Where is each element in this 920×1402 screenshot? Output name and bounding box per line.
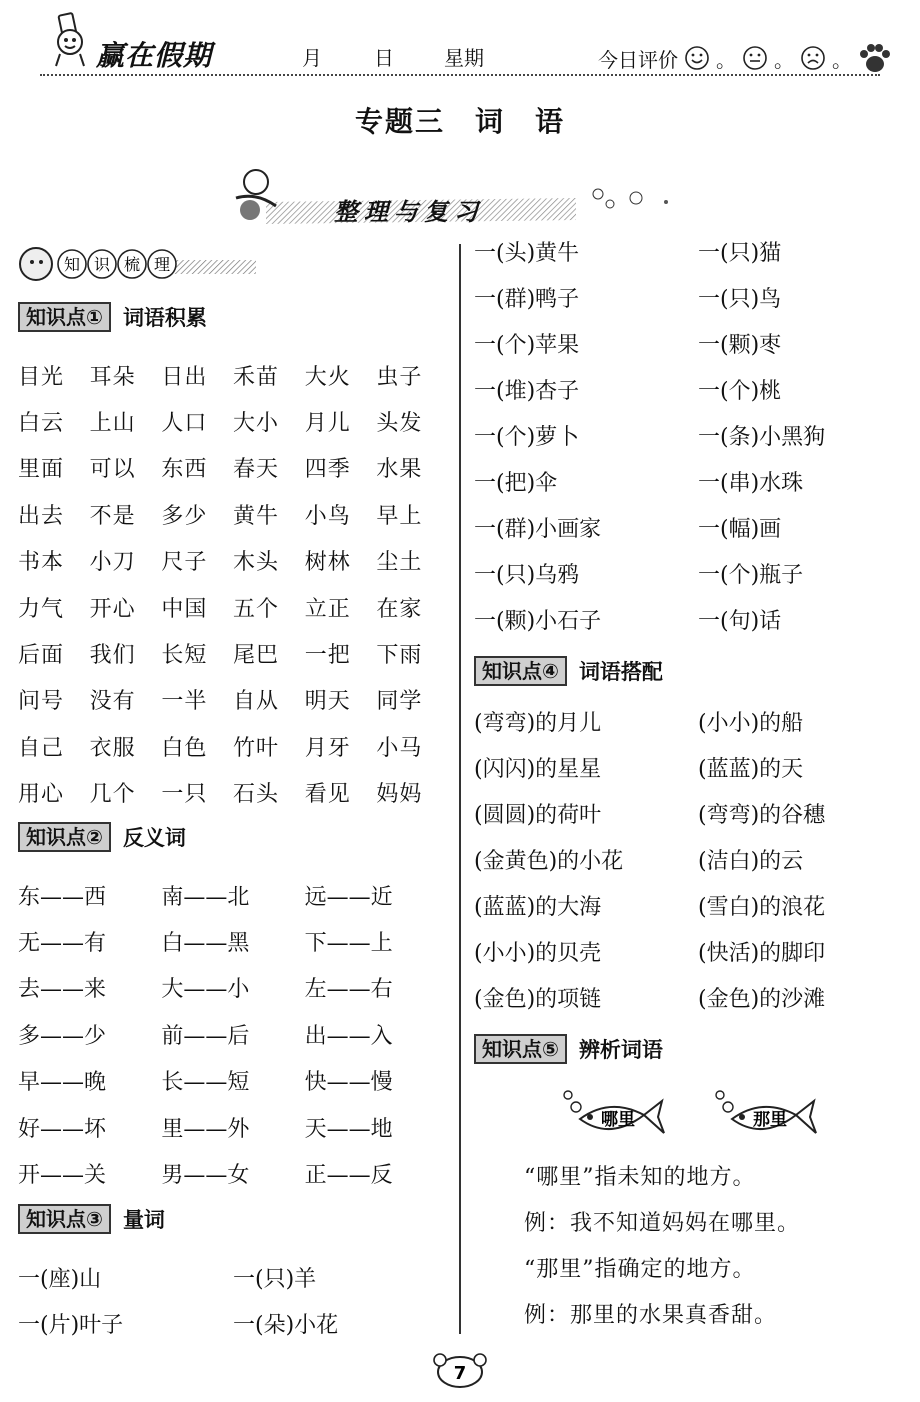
- list-item: 一(朵)小花: [233, 1312, 339, 1338]
- list-item: 小马: [376, 735, 423, 761]
- list-row: [18, 1104, 448, 1150]
- list-item: 同学: [376, 689, 423, 715]
- list-item: (金黄色)的小花: [474, 848, 624, 874]
- kp4-heading: [474, 656, 663, 686]
- kp-name: 词语搭配: [578, 660, 663, 684]
- list-row: [18, 1011, 448, 1057]
- list-item: 一把: [304, 643, 351, 669]
- list-row: [474, 412, 874, 458]
- list-row: [18, 770, 448, 816]
- list-item: 人口: [161, 411, 208, 437]
- list-item: 一(个)桃: [698, 378, 782, 404]
- list-row: [18, 630, 448, 676]
- list-item: 男——女: [161, 1163, 250, 1189]
- list-item: 春天: [233, 457, 280, 483]
- list-row: [474, 274, 874, 320]
- kp-name: 量词: [122, 1208, 165, 1232]
- explanation-line: “哪里”指未知的地方。: [524, 1165, 756, 1190]
- list-item: (洁白)的云: [698, 848, 804, 874]
- list-item: 木头: [233, 550, 280, 576]
- list-item: 我们: [89, 643, 136, 669]
- list-item: 一(片)叶子: [18, 1312, 124, 1338]
- separator: 。: [832, 47, 852, 72]
- list-item: 尺子: [161, 550, 208, 576]
- list-row: [474, 458, 874, 504]
- list-item: 无——有: [18, 931, 107, 957]
- list-item: 一(只)鸟: [698, 286, 782, 312]
- list-row: [18, 491, 448, 537]
- list-item: 大小: [233, 411, 280, 437]
- list-row: [474, 928, 874, 974]
- list-row: [474, 836, 874, 882]
- list-item: (蓝蓝)的天: [698, 756, 804, 782]
- page-title: 专题三 词 语: [354, 105, 565, 138]
- smile-face-icon[interactable]: [684, 45, 710, 71]
- list-item: 左——右: [304, 977, 393, 1003]
- kp1-heading: [18, 302, 207, 332]
- list-item: 问号: [18, 689, 65, 715]
- list-item: 一(颗)小石子: [474, 608, 602, 634]
- list-item: 中国: [161, 596, 208, 622]
- list-item: (弯弯)的谷穗: [698, 802, 826, 828]
- list-item: 月牙: [304, 735, 351, 761]
- list-item: 四季: [304, 457, 351, 483]
- kp5-heading: [474, 1034, 663, 1064]
- weekday-label: 星期: [444, 46, 484, 70]
- list-item: 一(条)小黑狗: [698, 424, 826, 450]
- list-item: 妈妈: [376, 782, 423, 808]
- kp-tag: 知识点⑤: [474, 1034, 567, 1064]
- list-row: [474, 698, 874, 744]
- list-row: [474, 790, 874, 836]
- list-item: (小小)的船: [698, 710, 804, 736]
- separator: 。: [774, 47, 794, 72]
- list-item: 上山: [89, 411, 136, 437]
- fish-icon: [712, 1085, 822, 1145]
- month-label: 月: [302, 46, 322, 70]
- list-item: 尘土: [376, 550, 423, 576]
- list-item: 立正: [304, 596, 351, 622]
- list-item: 耳朵: [89, 364, 136, 390]
- list-item: 一(头)黄牛: [474, 240, 580, 266]
- list-item: 水果: [376, 457, 423, 483]
- kp-name: 辨析词语: [578, 1038, 663, 1062]
- kp-tag: 知识点④: [474, 656, 567, 686]
- list-item: 目光: [18, 364, 65, 390]
- list-item: 一(群)小画家: [474, 516, 602, 542]
- list-item: 南——北: [161, 884, 250, 910]
- list-row: [474, 550, 874, 596]
- example-line: 例：那里的水果真香甜。: [524, 1303, 778, 1328]
- knowledge-review-badge: [18, 244, 258, 284]
- list-row: [18, 398, 448, 444]
- list-row: [474, 366, 874, 412]
- list-item: 东——西: [18, 884, 107, 910]
- list-row: [18, 1058, 448, 1104]
- list-item: 正——反: [304, 1163, 393, 1189]
- list-item: 衣服: [89, 735, 136, 761]
- kp-tag: 知识点③: [18, 1204, 111, 1234]
- kp2-heading: [18, 822, 186, 852]
- list-item: (金色)的项链: [474, 986, 602, 1012]
- kp-tag: 知识点①: [18, 302, 111, 332]
- word-accumulation-grid: [18, 352, 448, 816]
- list-item: 好——坏: [18, 1116, 107, 1142]
- fish-word-nali-there: 那里: [753, 1110, 787, 1130]
- list-row: [474, 228, 874, 274]
- list-item: 长——短: [161, 1070, 250, 1096]
- list-item: (快活)的脚印: [698, 940, 826, 966]
- eval-label: 今日评价: [598, 47, 678, 72]
- list-item: 尾巴: [233, 643, 280, 669]
- list-item: 天——地: [304, 1116, 393, 1142]
- sad-face-icon[interactable]: [800, 45, 826, 71]
- pencil-mascot-icon: [46, 12, 94, 68]
- kp-tag: 知识点②: [18, 822, 111, 852]
- fish-word-nali-question: 哪里: [601, 1110, 635, 1130]
- list-item: 一(个)萝卜: [474, 424, 580, 450]
- separator: 。: [716, 47, 736, 72]
- list-item: 石头: [233, 782, 280, 808]
- list-item: 书本: [18, 550, 65, 576]
- badge-char: 知: [63, 255, 81, 274]
- day-label: 日: [374, 46, 394, 70]
- list-item: 一(个)苹果: [474, 332, 580, 358]
- list-item: 一只: [161, 782, 208, 808]
- list-item: 东西: [161, 457, 208, 483]
- list-item: 可以: [89, 457, 136, 483]
- list-row: [474, 596, 874, 642]
- badge-char: 理: [153, 255, 171, 274]
- list-item: 小鸟: [304, 503, 351, 529]
- list-item: 树林: [304, 550, 351, 576]
- list-item: 一(幅)画: [698, 516, 782, 542]
- list-row: [18, 965, 448, 1011]
- list-item: 里——外: [161, 1116, 250, 1142]
- list-item: 黄牛: [233, 503, 280, 529]
- list-row: [18, 1300, 448, 1346]
- list-item: (圆圆)的荷叶: [474, 802, 602, 828]
- list-item: 出去: [18, 503, 65, 529]
- list-item: 禾苗: [233, 364, 280, 390]
- list-row: [474, 882, 874, 928]
- list-item: 几个: [89, 782, 136, 808]
- list-item: 没有: [89, 689, 136, 715]
- list-item: 不是: [89, 503, 136, 529]
- kp3-heading: [18, 1204, 165, 1234]
- list-item: 一(个)瓶子: [698, 562, 804, 588]
- list-item: 月儿: [304, 411, 351, 437]
- list-item: 虫子: [376, 364, 423, 390]
- fish-icon: [560, 1085, 670, 1145]
- list-row: [474, 744, 874, 790]
- list-item: (蓝蓝)的大海: [474, 894, 602, 920]
- list-item: 头发: [376, 411, 423, 437]
- list-item: 用心: [18, 782, 65, 808]
- list-row: [474, 320, 874, 366]
- list-item: (弯弯)的月儿: [474, 710, 602, 736]
- list-item: 早——晚: [18, 1070, 107, 1096]
- list-item: (小小)的贝壳: [474, 940, 602, 966]
- kp-name: 词语积累: [122, 306, 207, 330]
- antonym-grid: [18, 872, 448, 1197]
- list-item: 远——近: [304, 884, 393, 910]
- list-row: [18, 918, 448, 964]
- list-item: 长短: [161, 643, 208, 669]
- list-item: 在家: [376, 596, 423, 622]
- list-row: [18, 538, 448, 584]
- list-item: 一(只)乌鸦: [474, 562, 580, 588]
- list-item: (雪白)的浪花: [698, 894, 826, 920]
- list-row: [18, 872, 448, 918]
- list-row: [18, 723, 448, 769]
- list-item: 下——上: [304, 931, 393, 957]
- measure-word-list-right: [474, 228, 874, 642]
- list-row: [18, 445, 448, 491]
- list-item: 早上: [376, 503, 423, 529]
- paw-print-icon: [858, 42, 892, 74]
- list-item: (金色)的沙滩: [698, 986, 826, 1012]
- list-item: 下雨: [376, 643, 423, 669]
- list-item: 一(只)羊: [233, 1266, 317, 1292]
- page-header: [0, 0, 920, 80]
- kp-name: 反义词: [122, 826, 186, 850]
- list-item: 里面: [18, 457, 65, 483]
- list-item: 一(群)鸭子: [474, 286, 580, 312]
- list-item: 白云: [18, 411, 65, 437]
- list-row: [18, 1150, 448, 1196]
- list-row: [18, 584, 448, 630]
- explanation-line: “那里”指确定的地方。: [524, 1257, 756, 1282]
- banner-title: 整理与复习: [334, 198, 484, 226]
- list-item: 出——入: [304, 1023, 393, 1049]
- neutral-face-icon[interactable]: [742, 45, 768, 71]
- list-item: 明天: [304, 689, 351, 715]
- page-number: 7: [453, 1363, 467, 1384]
- list-item: 竹叶: [233, 735, 280, 761]
- daily-evaluation: [598, 42, 892, 74]
- list-item: 白色: [161, 735, 208, 761]
- list-item: 多——少: [18, 1023, 107, 1049]
- list-item: 一(串)水珠: [698, 470, 804, 496]
- list-row: [18, 677, 448, 723]
- list-item: 大——小: [161, 977, 250, 1003]
- list-item: 多少: [161, 503, 208, 529]
- list-row: [18, 1254, 448, 1300]
- page-number-badge: [428, 1350, 492, 1390]
- list-item: 自从: [233, 689, 280, 715]
- word-collocation-list: [474, 698, 874, 1020]
- list-item: 看见: [304, 782, 351, 808]
- list-item: 五个: [233, 596, 280, 622]
- list-item: 日出: [161, 364, 208, 390]
- list-item: 力气: [18, 596, 65, 622]
- brand-title: 赢在假期: [96, 39, 213, 72]
- column-divider: [459, 244, 461, 1334]
- list-item: 开——关: [18, 1163, 107, 1189]
- list-item: 前——后: [161, 1023, 250, 1049]
- list-item: 一(只)猫: [698, 240, 782, 266]
- list-item: 去——来: [18, 977, 107, 1003]
- list-row: [474, 974, 874, 1020]
- measure-word-list-left: [18, 1254, 448, 1346]
- example-line: 例：我不知道妈妈在哪里。: [524, 1211, 801, 1236]
- list-item: 一(座)山: [18, 1266, 102, 1292]
- list-item: 白——黑: [161, 931, 250, 957]
- list-item: 一(句)话: [698, 608, 782, 634]
- badge-char: 梳: [123, 255, 141, 274]
- list-item: (闪闪)的星星: [474, 756, 602, 782]
- list-item: 大火: [304, 364, 351, 390]
- list-item: 一(堆)杏子: [474, 378, 580, 404]
- list-item: 一(颗)枣: [698, 332, 782, 358]
- list-item: 一半: [161, 689, 208, 715]
- list-row: [474, 504, 874, 550]
- list-row: [18, 352, 448, 398]
- list-item: 一(把)伞: [474, 470, 558, 496]
- list-item: 快——慢: [304, 1070, 393, 1096]
- list-item: 自己: [18, 735, 65, 761]
- list-item: 后面: [18, 643, 65, 669]
- badge-char: 识: [93, 255, 111, 274]
- list-item: 开心: [89, 596, 136, 622]
- list-item: 小刀: [89, 550, 136, 576]
- header-rule: [40, 74, 880, 76]
